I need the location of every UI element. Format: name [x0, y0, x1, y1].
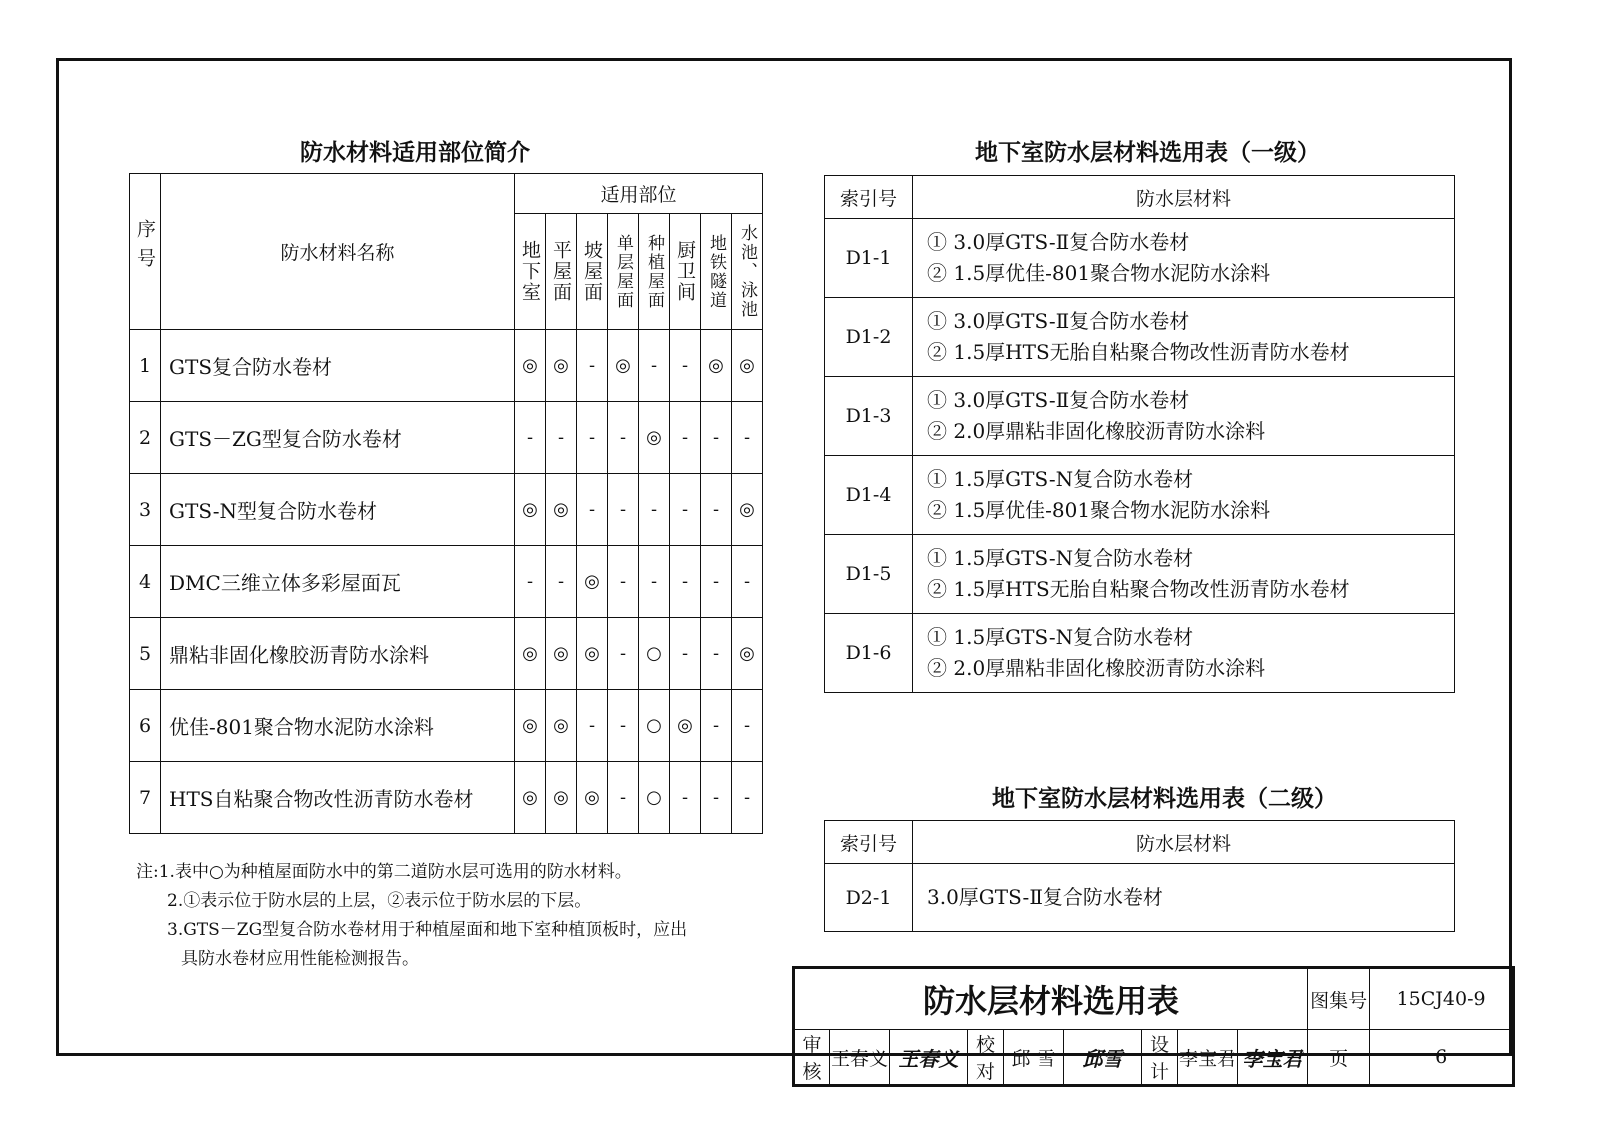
row-material-name: GTS复合防水卷材 [161, 330, 515, 402]
applicability-mark: - [608, 762, 639, 834]
level1-index: D1-4 [825, 456, 913, 535]
table-row [130, 546, 763, 618]
row-seq: 3 [130, 474, 161, 546]
level1-material [913, 298, 1455, 377]
location-header-1: 平屋面 [546, 214, 577, 330]
table-row [825, 219, 1455, 298]
location-header-7: 水池、泳池 [732, 214, 763, 330]
checker-signature: 邱雪 [1064, 1030, 1142, 1086]
row-seq: 1 [130, 330, 161, 402]
designer-signature: 李宝君 [1238, 1030, 1308, 1086]
applicability-mark: - [701, 474, 732, 546]
row-seq: 5 [130, 618, 161, 690]
table-row [825, 456, 1455, 535]
location-header-4: 种植屋面 [639, 214, 670, 330]
location-group-header: 适用部位 [515, 174, 763, 214]
applicability-mark: - [577, 330, 608, 402]
drawing-title: 防水层材料选用表 [794, 968, 1308, 1030]
level1-material [913, 614, 1455, 693]
atlas-number: 15CJ40-9 [1370, 968, 1514, 1030]
row-seq: 2 [130, 402, 161, 474]
level1-material [913, 456, 1455, 535]
applicability-mark: ◎ [732, 618, 763, 690]
table-row [825, 535, 1455, 614]
level1-material [913, 535, 1455, 614]
applicability-mark: - [577, 474, 608, 546]
applicability-mark: - [670, 762, 701, 834]
level1-index: D1-2 [825, 298, 913, 377]
material-line: ① 1.5厚GTS-N复合防水卷材 [927, 467, 1194, 491]
applicability-mark: - [732, 690, 763, 762]
applicability-mark: - [515, 546, 546, 618]
applicability-mark: - [732, 762, 763, 834]
applicability-mark: ◎ [577, 546, 608, 618]
checker-name: 邱 雪 [1004, 1030, 1064, 1086]
applicability-mark: ◎ [546, 762, 577, 834]
applicability-mark: - [670, 618, 701, 690]
applicability-mark: ◎ [608, 330, 639, 402]
level2-material: 3.0厚GTS-Ⅱ复合防水卷材 [913, 864, 1455, 932]
material-line: ② 1.5厚HTS无胎自粘聚合物改性沥青防水卷材 [927, 577, 1350, 601]
location-header-5: 厨卫间 [670, 214, 701, 330]
level2-table [824, 820, 1455, 932]
applicability-mark: ◎ [515, 474, 546, 546]
level2-index-header: 索引号 [825, 821, 913, 864]
applicability-mark: ◎ [515, 690, 546, 762]
row-material-name: GTS－ZG型复合防水卷材 [161, 402, 515, 474]
applicability-mark: ○ [639, 618, 670, 690]
reviewer-signature: 王春义 [890, 1030, 968, 1086]
material-line: ② 1.5厚优佳-801聚合物水泥防水涂料 [927, 261, 1271, 285]
note-3-cont: 具防水卷材应用性能检测报告。 [181, 949, 419, 969]
table-row [130, 402, 763, 474]
material-line: ① 1.5厚GTS-N复合防水卷材 [927, 546, 1194, 570]
level1-index: D1-3 [825, 377, 913, 456]
level1-material [913, 377, 1455, 456]
applicability-mark: - [701, 546, 732, 618]
applicability-mark: - [701, 690, 732, 762]
review-label: 审核 [794, 1030, 830, 1086]
row-material-name: GTS-N型复合防水卷材 [161, 474, 515, 546]
reviewer-name: 王春义 [830, 1030, 890, 1086]
applicability-mark: - [639, 330, 670, 402]
page-number: 6 [1370, 1030, 1514, 1086]
row-seq: 6 [130, 690, 161, 762]
applicability-mark: - [670, 474, 701, 546]
material-line: ② 2.0厚鼎粘非固化橡胶沥青防水涂料 [927, 656, 1266, 680]
level1-index-header: 索引号 [825, 176, 913, 219]
page-label: 页 [1308, 1030, 1370, 1086]
note-2: 2.①表示位于防水层的上层，②表示位于防水层的下层。 [167, 891, 592, 911]
applicability-mark: ◎ [732, 474, 763, 546]
row-seq: 4 [130, 546, 161, 618]
applicability-mark: - [608, 546, 639, 618]
row-material-name: DMC三维立体多彩屋面瓦 [161, 546, 515, 618]
material-line: ① 3.0厚GTS-Ⅱ复合防水卷材 [927, 388, 1190, 412]
applicability-mark: ◎ [577, 618, 608, 690]
level1-material-header: 防水层材料 [913, 176, 1455, 219]
material-line: ① 3.0厚GTS-Ⅱ复合防水卷材 [927, 230, 1190, 254]
table-row [130, 690, 763, 762]
applicability-mark: ◎ [546, 618, 577, 690]
applicability-mark: - [701, 402, 732, 474]
applicability-mark: - [670, 402, 701, 474]
applicability-mark: ◎ [515, 618, 546, 690]
notes [136, 858, 776, 974]
applicability-mark: - [515, 402, 546, 474]
table-row [825, 377, 1455, 456]
applicability-mark: - [608, 690, 639, 762]
applicability-mark: - [701, 762, 732, 834]
material-line: ② 1.5厚优佳-801聚合物水泥防水涂料 [927, 498, 1271, 522]
material-line: ② 2.0厚鼎粘非固化橡胶沥青防水涂料 [927, 419, 1266, 443]
applicability-mark: - [639, 474, 670, 546]
level2-index: D2-1 [825, 864, 913, 932]
applicability-mark: - [577, 690, 608, 762]
applicability-mark: - [546, 402, 577, 474]
level1-index: D1-5 [825, 535, 913, 614]
applicability-mark: ◎ [515, 330, 546, 402]
left-table-title: 防水材料适用部位简介 [300, 140, 530, 166]
level2-title: 地下室防水层材料选用表（二级） [992, 786, 1337, 812]
applicability-mark: - [577, 402, 608, 474]
location-header-2: 坡屋面 [577, 214, 608, 330]
applicability-mark: - [701, 618, 732, 690]
location-header-6: 地铁隧道 [701, 214, 732, 330]
note-3: 3.GTS－ZG型复合防水卷材用于种植屋面和地下室种植顶板时，应出 [167, 920, 688, 940]
applicability-mark: ◎ [670, 690, 701, 762]
table-row [130, 330, 763, 402]
applicability-mark: - [608, 402, 639, 474]
applicability-mark: ◎ [639, 402, 670, 474]
applicability-mark: - [608, 618, 639, 690]
applicability-mark: ◎ [546, 330, 577, 402]
level1-index: D1-1 [825, 219, 913, 298]
row-material-name: HTS自粘聚合物改性沥青防水卷材 [161, 762, 515, 834]
materials-location-table [129, 173, 763, 834]
row-seq: 7 [130, 762, 161, 834]
location-header-0: 地下室 [515, 214, 546, 330]
table-row [130, 618, 763, 690]
name-header: 防水材料名称 [161, 174, 515, 330]
design-label: 设计 [1142, 1030, 1178, 1086]
note-1: 注:1.表中○为种植屋面防水中的第二道防水层可选用的防水材料。 [136, 862, 632, 882]
applicability-mark: ◎ [577, 762, 608, 834]
table-row [825, 298, 1455, 377]
applicability-mark: - [732, 402, 763, 474]
applicability-mark: ○ [639, 762, 670, 834]
applicability-mark: ◎ [546, 474, 577, 546]
applicability-mark: ◎ [515, 762, 546, 834]
designer-name: 李宝君 [1178, 1030, 1238, 1086]
row-material-name: 优佳-801聚合物水泥防水涂料 [161, 690, 515, 762]
material-line: ① 3.0厚GTS-Ⅱ复合防水卷材 [927, 309, 1190, 333]
seq-header: 序号 [130, 174, 161, 330]
title-block [792, 966, 1515, 1087]
level1-index: D1-6 [825, 614, 913, 693]
level1-table [824, 175, 1455, 693]
applicability-mark: - [670, 330, 701, 402]
material-line: ① 1.5厚GTS-N复合防水卷材 [927, 625, 1194, 649]
location-header-3: 单层屋面 [608, 214, 639, 330]
level1-title: 地下室防水层材料选用表（一级） [975, 140, 1320, 166]
level1-material [913, 219, 1455, 298]
atlas-label: 图集号 [1308, 968, 1370, 1030]
table-row [130, 474, 763, 546]
table-row [825, 614, 1455, 693]
material-line: ② 1.5厚HTS无胎自粘聚合物改性沥青防水卷材 [927, 340, 1350, 364]
level2-material-header: 防水层材料 [913, 821, 1455, 864]
table-row [825, 864, 1455, 932]
applicability-mark: - [546, 546, 577, 618]
applicability-mark: - [639, 546, 670, 618]
applicability-mark: - [608, 474, 639, 546]
applicability-mark: - [732, 546, 763, 618]
applicability-mark: ◎ [701, 330, 732, 402]
applicability-mark: ◎ [732, 330, 763, 402]
check-label: 校对 [968, 1030, 1004, 1086]
applicability-mark: ◎ [546, 690, 577, 762]
applicability-mark: - [670, 546, 701, 618]
applicability-mark: ○ [639, 690, 670, 762]
table-row [130, 762, 763, 834]
row-material-name: 鼎粘非固化橡胶沥青防水涂料 [161, 618, 515, 690]
